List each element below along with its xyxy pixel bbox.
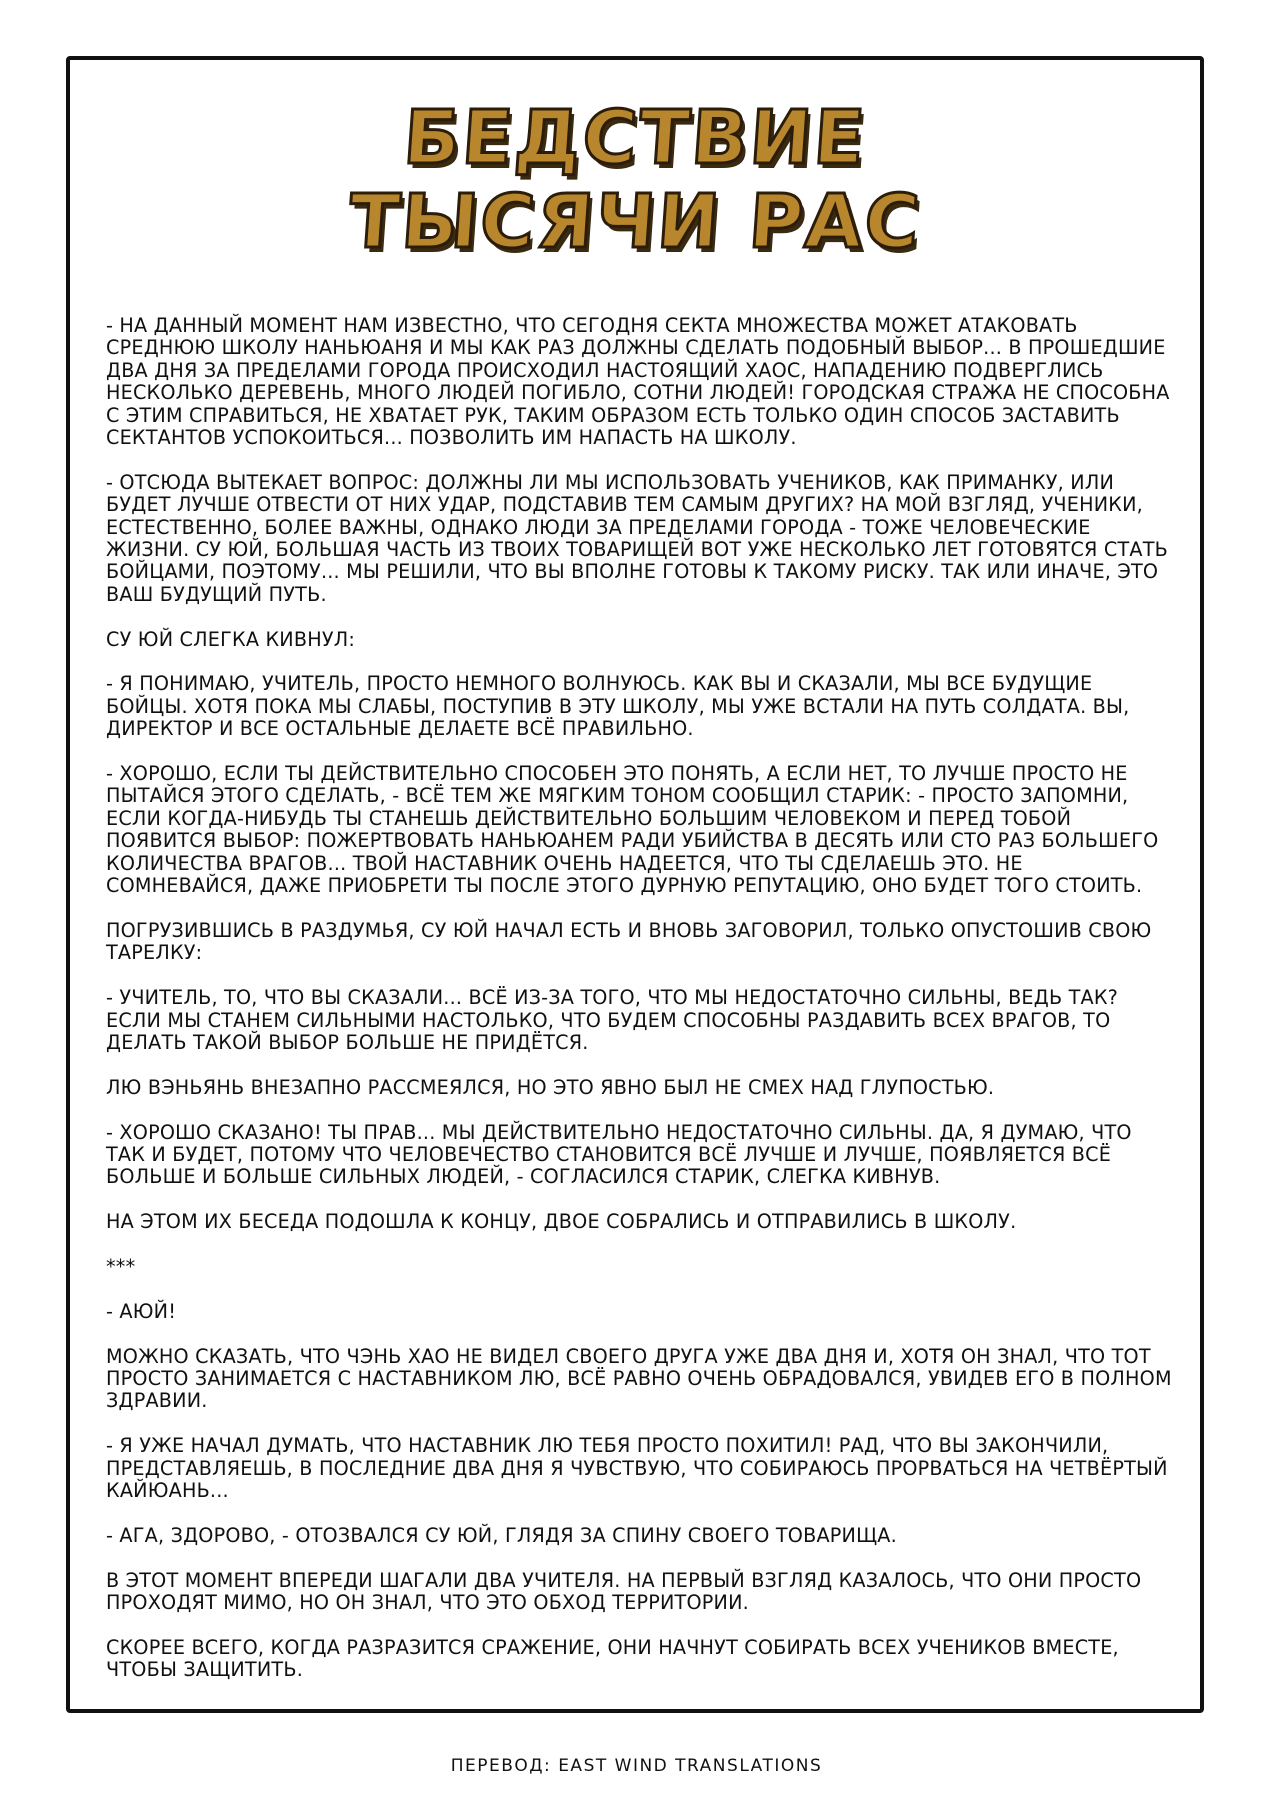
chapter-title bbox=[70, 96, 1200, 264]
paragraph: ПОГРУЗИВШИСЬ В РАЗДУМЬЯ, СУ ЮЙ НАЧАЛ ЕСТЬ И ВНОВЬ ЗАГОВОРИЛ, ТОЛЬКО ОПУСТОШИВ СВОЮ ТАРЕЛКУ: bbox=[106, 918, 1152, 965]
paragraph: СУ ЮЙ СЛЕГКА КИВНУЛ: bbox=[106, 627, 356, 651]
title-line-1: БЕДСТВИЕ bbox=[400, 95, 870, 181]
translator-credit: ПЕРЕВОД: EAST WIND TRANSLATIONS bbox=[450, 1756, 823, 1776]
title-line-2: ТЫСЯЧИ РАС bbox=[346, 179, 924, 265]
paragraph: - Я ПОНИМАЮ, УЧИТЕЛЬ, ПРОСТО НЕМНОГО ВОЛНУЮСЬ. КАК ВЫ И СКАЗАЛИ, МЫ ВСЕ БУДУЩИЕ БОЙЦЫ. ХОТЯ ПОКА МЫ СЛАБЫ, ПОСТУПИВ В ЭТУ ШКОЛУ, МЫ УЖЕ ВСТАЛИ НА ПУТЬ СОЛДАТА. ВЫ, ДИРЕКТОР И ВСЕ ОСТАЛЬНЫЕ ДЕЛАЕТЕ ВСЁ ПРАВИЛЬНО. bbox=[106, 672, 1130, 741]
paragraph: МОЖНО СКАЗАТЬ, ЧТО ЧЭНЬ ХАО НЕ ВИДЕЛ СВОЕГО ДРУГА УЖЕ ДВА ДНЯ И, ХОТЯ ОН ЗНАЛ, ЧТО ТОТ ПРОСТО ЗАНИМАЕТСЯ С НАСТАВНИКОМ ЛЮ, ВСЁ РАВНО ОЧЕНЬ ОБРАДОВАЛСЯ, УВИДЕВ ЕГО В ПОЛНОМ ЗДРАВИИ. bbox=[106, 1344, 1172, 1413]
paragraph: - ОТСЮДА ВЫТЕКАЕТ ВОПРОС: ДОЛЖНЫ ЛИ МЫ ИСПОЛЬЗОВАТЬ УЧЕНИКОВ, КАК ПРИМАНКУ, ИЛИ БУДЕТ ЛУЧШЕ ОТВЕСТИ ОТ НИХ УДАР, ПОДСТАВИВ ТЕМ САМЫМ ДРУГИХ? НА МОЙ ВЗГЛЯД, УЧЕНИКИ, ЕСТЕСТВЕННО, БОЛЕЕ ВАЖНЫ, ОДНАКО ЛЮДИ ЗА ПРЕДЕЛАМИ ГОРОДА - ТОЖЕ ЧЕЛОВЕЧЕСКИЕ ЖИЗНИ. СУ ЮЙ, БОЛЬШАЯ ЧАСТЬ ИЗ ТВОИХ ТОВАРИЩЕЙ ВОТ УЖЕ НЕСКОЛЬКО ЛЕТ ГОТОВЯТСЯ СТАТЬ БОЙЦАМИ, ПОЭТОМУ... МЫ РЕШИЛИ, ЧТО ВЫ ВПОЛНЕ ГОТОВЫ К ТАКОМУ РИСКУ. ТАК ИЛИ ИНАЧЕ, ЭТО ВАШ БУДУЩИЙ ПУТЬ. bbox=[106, 470, 1169, 606]
paragraph: - АЮЙ! bbox=[106, 1299, 177, 1323]
scene-separator: *** bbox=[106, 1254, 136, 1278]
paragraph: - Я УЖЕ НАЧАЛ ДУМАТЬ, ЧТО НАСТАВНИК ЛЮ ТЕБЯ ПРОСТО ПОХИТИЛ! РАД, ЧТО ВЫ ЗАКОНЧИЛИ, ПРЕДСТАВЛЯЕШЬ, В ПОСЛЕДНИЕ ДВА ДНЯ Я ЧУВСТВУЮ, ЧТО СОБИРАЮСЬ ПРОРВАТЬСЯ НА ЧЕТВЁРТЫЙ КАЙЮАНЬ... bbox=[106, 1434, 1168, 1502]
paragraph: ЛЮ ВЭНЬЯНЬ ВНЕЗАПНО РАССМЕЯЛСЯ, НО ЭТО ЯВНО БЫЛ НЕ СМЕХ НАД ГЛУПОСТЬЮ. bbox=[106, 1075, 995, 1099]
paragraph: - ХОРОШО, ЕСЛИ ТЫ ДЕЙСТВИТЕЛЬНО СПОСОБЕН ЭТО ПОНЯТЬ, А ЕСЛИ НЕТ, ТО ЛУЧШЕ ПРОСТО НЕ ПЫТАЙСЯ ЭТОГО СДЕЛАТЬ, - ВСЁ ТЕМ ЖЕ МЯГКИМ ТОНОМ СООБЩИЛ СТАРИК: - ПРОСТО ЗАПОМНИ, ЕСЛИ КОГДА-НИБУДЬ ТЫ СТАНЕШЬ ДЕЙСТВИТЕЛЬНО БОЛЬШИМ ЧЕЛОВЕКОМ И ПЕРЕД ТОБОЙ ПОЯВИТСЯ ВЫБОР: ПОЖЕРТВОВАТЬ НАНЬЮАНЕМ РАДИ УБИЙСТВА В ДЕСЯТЬ ИЛИ СТО РАЗ БОЛЬШЕГО КОЛИЧЕСТВА ВРАГОВ... ТВОЙ НАСТАВНИК ОЧЕНЬ НАДЕЕТСЯ, ЧТО ТЫ СДЕЛАЕШЬ ЭТО. НЕ СОМНЕВАЙСЯ, ДАЖЕ ПРИОБРЕТИ ТЫ ПОСЛЕ ЭТОГО ДУРНУЮ РЕПУТАЦИЮ, ОНО БУДЕТ ТОГО СТОИТЬ. bbox=[106, 762, 1159, 898]
page-frame bbox=[66, 56, 1204, 1713]
paragraph: - НА ДАННЫЙ МОМЕНТ НАМ ИЗВЕСТНО, ЧТО СЕГОДНЯ СЕКТА МНОЖЕСТВА МОЖЕТ АТАКОВАТЬ СРЕДНЮЮ ШКОЛУ НАНЬЮАНЯ И МЫ КАК РАЗ ДОЛЖНЫ СДЕЛАТЬ ПОДОБНЫЙ ВЫБОР... В ПРОШЕДШИЕ ДВА ДНЯ ЗА ПРЕДЕЛАМИ ГОРОДА ПРОИСХОДИЛ НАСТОЯЩИЙ ХАОС, НАПАДЕНИЮ ПОДВЕРГЛИСЬ НЕСКОЛЬКО ДЕРЕВЕНЬ, МНОГО ЛЮДЕЙ ПОГИБЛО, СОТНИ ЛЮДЕЙ! ГОРОДСКАЯ СТРАЖА НЕ СПОСОБНА С ЭТИМ СПРАВИТЬСЯ, НЕ ХВАТАЕТ РУК, ТАКИМ ОБРАЗОМ ЕСТЬ ТОЛЬКО ОДИН СПОСОБ ЗАСТАВИТЬ СЕКТАНТОВ УСПОКОИТЬСЯ... ПОЗВОЛИТЬ ИМ НАПАСТЬ НА ШКОЛУ. bbox=[106, 314, 1170, 450]
paragraph: - ХОРОШО СКАЗАНО! ТЫ ПРАВ... МЫ ДЕЙСТВИТЕЛЬНО НЕДОСТАТОЧНО СИЛЬНЫ. ДА, Я ДУМАЮ, ЧТО ТАК И БУДЕТ, ПОТОМУ ЧТО ЧЕЛОВЕЧЕСТВО СТАНОВИТСЯ ВСЁ ЛУЧШЕ И ЛУЧШЕ, ПОЯВЛЯЕТСЯ ВСЁ БОЛЬШЕ И БОЛЬШЕ СИЛЬНЫХ ЛЮДЕЙ, - СОГЛАСИЛСЯ СТАРИК, СЛЕГКА КИВНУВ. bbox=[106, 1120, 1132, 1189]
paragraph: СКОРЕЕ ВСЕГО, КОГДА РАЗРАЗИТСЯ СРАЖЕНИЕ, ОНИ НАЧНУТ СОБИРАТЬ ВСЕХ УЧЕНИКОВ ВМЕСТЕ, ЧТОБЫ ЗАЩИТИТЬ. bbox=[106, 1635, 1119, 1682]
story-text bbox=[106, 315, 1172, 1704]
paragraph: НА ЭТОМ ИХ БЕСЕДА ПОДОШЛА К КОНЦУ, ДВОЕ СОБРАЛИСЬ И ОТПРАВИЛИСЬ В ШКОЛУ. bbox=[106, 1210, 1017, 1234]
paragraph: - УЧИТЕЛЬ, ТО, ЧТО ВЫ СКАЗАЛИ... ВСЁ ИЗ-ЗА ТОГО, ЧТО МЫ НЕДОСТАТОЧНО СИЛЬНЫ, ВЕДЬ ТАК? ЕСЛИ МЫ СТАНЕМ СИЛЬНЫМИ НАСТОЛЬКО, ЧТО БУДЕМ СПОСОБНЫ РАЗДАВИТЬ ВСЕХ ВРАГОВ, ТО ДЕЛАТЬ ТАКОЙ ВЫБОР БОЛЬШЕ НЕ ПРИДЁТСЯ. bbox=[106, 986, 1119, 1054]
paragraph: - АГА, ЗДОРОВО, - ОТОЗВАЛСЯ СУ ЮЙ, ГЛЯДЯ ЗА СПИНУ СВОЕГО ТОВАРИЩА. bbox=[106, 1523, 897, 1547]
paragraph: В ЭТОТ МОМЕНТ ВПЕРЕДИ ШАГАЛИ ДВА УЧИТЕЛЯ. НА ПЕРВЫЙ ВЗГЛЯД КАЗАЛОСЬ, ЧТО ОНИ ПРОСТО ПРОХОДЯТ МИМО, НО ОН ЗНАЛ, ЧТО ЭТО ОБХОД ТЕРРИТОРИИ. bbox=[106, 1568, 1142, 1614]
